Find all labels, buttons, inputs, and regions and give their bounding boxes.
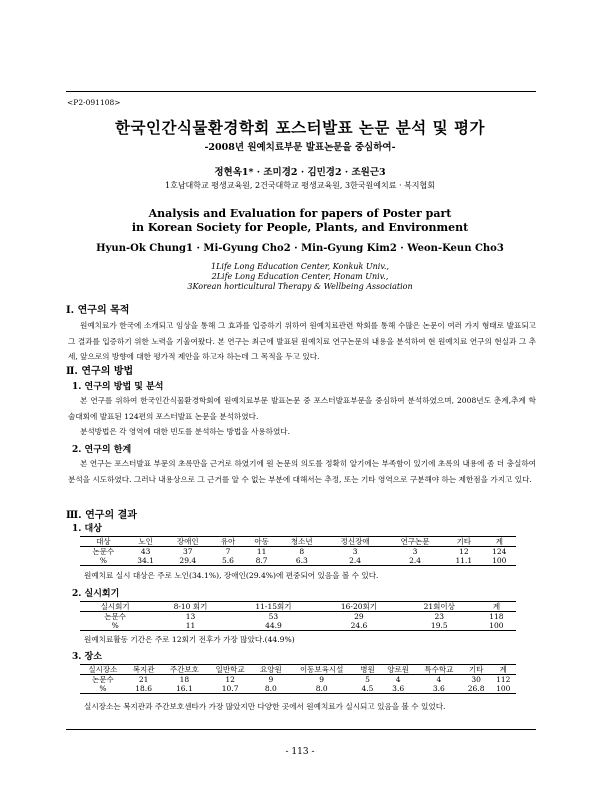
table-cell: 16.1: [161, 684, 207, 694]
authors-korean: 정현옥1* · 조미경2 · 김민경2 · 조원근3: [214, 167, 386, 178]
table-sessions: [80, 601, 516, 631]
table-cell: 복지관: [126, 665, 162, 675]
table-cell: 11: [256, 547, 267, 556]
table-cell: 124: [492, 547, 507, 556]
table-cell: 계: [483, 537, 516, 547]
table-cell: 18.6: [126, 684, 162, 694]
table-cell: 16-20회기: [316, 602, 402, 612]
table-cell: 대상: [80, 537, 127, 547]
section-2-1-heading: 1. 연구의 방법 및 분석: [72, 382, 164, 392]
title-english-line2: in Korean Society for People, Plants, and Environment: [131, 221, 469, 234]
section-2-2-text: 본 연구는 포스터발표 부문의 초록만을 근거로 하였기에 원 논문의 의도를 정확히 알기에는 부족함이 있기에 초록의 내용에 좀 더 충실하여 분석을 시도하였다. 그러나 내용상으로 그 근거를 알 수 없는 부분에 대해서는 추정, 또는 기타 영역으로 구분해야 하는 제한점을 가지고 있다.: [68, 459, 536, 484]
table-row: [80, 621, 516, 631]
title-korean: 한국인간식물환경학회 포스터발표 논문 분석 및 평가: [115, 118, 485, 137]
table-cell: 4.5: [355, 684, 381, 694]
table-row: [80, 612, 516, 622]
bottom-rule: [66, 729, 536, 730]
paper-code: <P2-091108>: [67, 98, 121, 107]
table-cell: 7: [225, 547, 231, 556]
section-3-3-heading: 3. 장소: [72, 652, 102, 662]
table-cell: 100: [483, 556, 516, 566]
table-header-row: [80, 602, 516, 612]
table1-note: 원예치료 실시 대상은 주로 노인(34.1%), 장애인(29.4%)에 편중되어 있음을 볼 수 있다.: [84, 571, 379, 580]
table-cell: 9: [319, 675, 325, 684]
table-cell: 24.6: [316, 621, 402, 631]
table-cell: 아동: [245, 537, 279, 547]
table-cell: 5: [365, 675, 370, 684]
table-cell: %: [80, 684, 126, 694]
section-1-heading: Ⅰ. 연구의 목적: [66, 305, 130, 316]
subtitle-korean: -2008년 원예치료부문 발표논문을 중심하여-: [204, 142, 396, 153]
table-cell: 12: [459, 547, 469, 556]
section-1-text: 원예치료가 한국에 소개되고 임상을 통해 그 효과를 입증하기 위하여 원예치료관련 학회를 통해 수많은 논문이 여러 가지 형태로 발표되고 그 결과를 입증하기 위한 노력을 기울여왔다. 본 연구는 최근에 발표된 원예치료 연구논문의 내용을 분석하여 현 원예치료 연구의 현실과 그 추세, 앞으로의 방향에 대한 평가적 제안을 하고자 하는데 그 목적을 두고 있다.: [68, 321, 536, 361]
affiliations-korean: 1호남대학교 평생교육원, 2건국대학교 평생교육원, 3한국원예치료 · 복지협회: [165, 181, 435, 190]
table-cell: 11-15회기: [231, 602, 317, 612]
table-cell: 26.8: [462, 684, 491, 694]
table-cell: 양로원: [380, 665, 416, 675]
table-cell: 11.1: [445, 556, 483, 566]
table-cell: 100: [490, 684, 516, 694]
table-cell: 8.0: [253, 684, 289, 694]
table-cell: 유아: [211, 537, 245, 547]
table2-note: 원예치료활동 기간은 주로 12회기 전후가 가장 많았다.(44.9%): [84, 635, 295, 644]
table-cell: 3.6: [416, 684, 462, 694]
table-cell: 30: [471, 675, 481, 684]
table-cell: 특수학교: [416, 665, 462, 675]
table-cell: 5.6: [211, 556, 245, 566]
table-row: [80, 556, 516, 566]
table-cell: 2.4: [325, 556, 385, 566]
table-row: [80, 547, 516, 557]
table-cell: 29: [354, 612, 364, 621]
table-cell: 21: [138, 675, 149, 684]
table-row: [80, 684, 516, 694]
table-cell: 노인: [127, 537, 165, 547]
table-cell: 장애인: [164, 537, 211, 547]
section-2-heading: Ⅱ. 연구의 방법: [66, 366, 134, 377]
table-cell: 주간보호: [161, 665, 207, 675]
table-cell: 8.0: [289, 684, 355, 694]
table-cell: 요양원: [253, 665, 289, 675]
table-cell: 29.4: [164, 556, 211, 566]
table-cell: 2.4: [385, 556, 445, 566]
table-cell: 53: [268, 612, 279, 621]
table-cell: 4: [395, 675, 401, 684]
table-cell: 정신장애: [325, 537, 385, 547]
table-cell: 9: [268, 675, 274, 684]
table-cell: 실시장소: [80, 665, 126, 675]
section-3-1-heading: 1. 대상: [72, 524, 102, 534]
table-target: [80, 536, 516, 566]
table-header-row: [80, 537, 516, 547]
table-location: [80, 664, 516, 694]
table-cell: 논문수: [104, 612, 127, 621]
table3-note: 실시장소는 복지관과 주간보호센타가 가장 많았지만 다양한 곳에서 원예치료가 실시되고 있음을 볼 수 있었다.: [84, 702, 446, 711]
authors-english: Hyun-Ok Chung1 · Mi-Gyung Cho2 · Min-Gyung Kim2 · Weon-Keun Cho3: [96, 243, 504, 254]
table-cell: 계: [477, 602, 516, 612]
table-cell: 3.6: [380, 684, 416, 694]
section-3-heading: Ⅲ. 연구의 결과: [66, 510, 137, 521]
affiliation-english-1: 1Life Long Education Center, Konkuk Univ.,: [210, 262, 389, 271]
table-cell: 병원: [355, 665, 381, 675]
table-cell: 이동보육시설: [289, 665, 355, 675]
title-english-line1: Analysis and Evaluation for papers of Poster part: [148, 207, 452, 220]
section-2-2-heading: 2. 연구의 한계: [72, 445, 132, 455]
table-cell: 112: [496, 675, 511, 684]
table-cell: %: [80, 621, 150, 631]
table-cell: 기타: [462, 665, 491, 675]
page-number: - 113 -: [285, 747, 315, 757]
top-rule: [66, 91, 536, 92]
table-cell: 37: [183, 547, 193, 556]
table-cell: 10.7: [207, 684, 253, 694]
table-cell: 연구논문: [385, 537, 445, 547]
table-header-row: [80, 665, 516, 675]
section-2-1-text: 본 연구를 위하여 한국인간식물환경학회에 원예치료부문 발표논문 중 포스터발표부문을 중심하여 분석하였으며, 2008년도 춘계,추계 학술대회에 발표된 124편의 포스터발표 논문을 분석하였다.: [68, 396, 536, 421]
table-cell: 실시회기: [80, 602, 150, 612]
table-cell: 계: [490, 665, 516, 675]
table-cell: 19.5: [402, 621, 477, 631]
table-cell: 일반학교: [207, 665, 253, 675]
table-cell: 3: [352, 547, 358, 556]
table-row: [80, 675, 516, 685]
table-cell: 11: [150, 621, 230, 631]
table-cell: 43: [140, 547, 151, 556]
table-cell: 13: [185, 612, 196, 621]
section-3-2-heading: 2. 실시회기: [72, 589, 120, 599]
table-cell: 8-10 회기: [150, 602, 230, 612]
table-cell: 12: [225, 675, 235, 684]
table-cell: 118: [489, 612, 504, 621]
table-cell: 논문수: [92, 547, 115, 556]
table-cell: 34.1: [127, 556, 165, 566]
table-cell: 18: [179, 675, 190, 684]
table-cell: 논문수: [92, 675, 114, 684]
table-cell: 6.3: [278, 556, 325, 566]
table-cell: 100: [477, 621, 516, 631]
table-cell: %: [80, 556, 127, 566]
section-2-1-text2: 분석방법은 각 영역에 대한 빈도를 분석하는 방법을 사용하였다.: [80, 427, 291, 436]
affiliation-english-2: 2Life Long Education Center, Honam Univ.,: [211, 272, 389, 281]
table-cell: 8: [299, 547, 305, 556]
table-cell: 8.7: [245, 556, 279, 566]
table-cell: 3: [412, 547, 418, 556]
table-cell: 23: [434, 612, 445, 621]
table-cell: 기타: [445, 537, 483, 547]
table-cell: 청소년: [278, 537, 325, 547]
table-cell: 44.9: [231, 621, 317, 631]
affiliation-english-3: 3Korean horticultural Therapy & Wellbeing Association: [187, 282, 413, 291]
table-cell: 4: [436, 675, 442, 684]
table-cell: 21회이상: [402, 602, 477, 612]
